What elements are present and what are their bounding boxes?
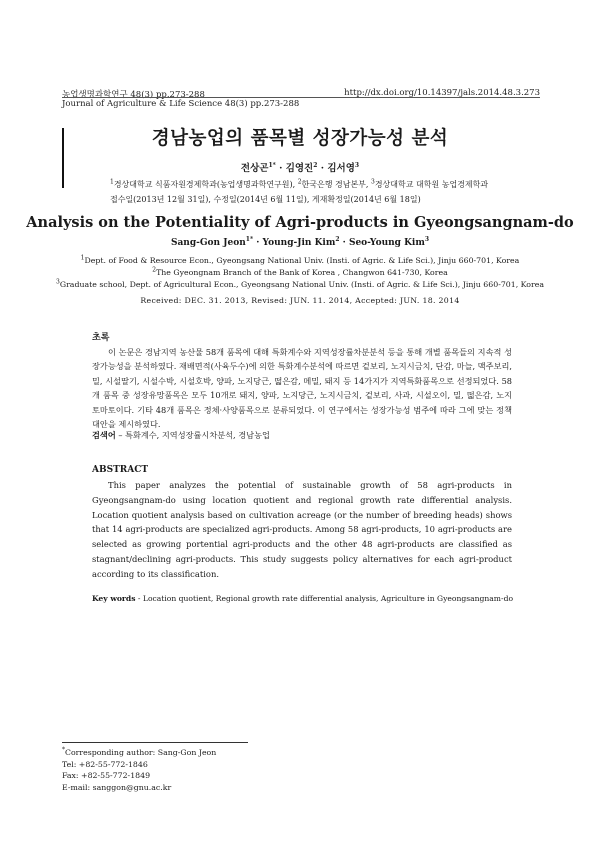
running-header-ko: 농업생명과학연구 48(3) pp.273-288	[62, 90, 205, 100]
affiliation-en-3: $^3$Graduate school, Dept. of Agricultural Econ., Gyeongsang National Univ. (Insti. of Agric. & Life Sci.), Jinju 660-701, Korea	[56, 278, 544, 290]
authors-ko: 전상곤$^{1*}$ · 김영진$^2$ · 김서영$^3$	[240, 161, 360, 174]
corresponding-author: *Corresponding author: Sang-Gon Jeon	[62, 746, 217, 757]
affiliations-ko	[110, 177, 500, 207]
abstract-body-en: This paper analyzes the potential of sustainable growth of 58 agri-products in Gyeongsangnam-do using location quotient and regional growth rate differential analysis. Location quotient analysis based on cultivation acreage (or the number of breeding heads) shows that 14 agri-products are specialized agri-products. Among 58 agri-products, 10 agri-products are selected as growing portential agri-products and the other 48 agri-products are classified as stagnant/declining agri-products. This study suggests policy alternatives for each agri-product according to its classification.	[92, 480, 512, 579]
affiliation-en-2: $^2$The Gyeongnam Branch of the Bank of Korea , Changwon 641-730, Korea	[152, 266, 448, 278]
footnote-fax: Fax: +82-55-772-1849	[62, 771, 151, 780]
affiliation-en-1: $^1$Dept. of Food & Resource Econ., Gyeongsang National Univ. (Insti. of Agric. & Life Sci.), Jinju 660-701, Korea	[80, 254, 520, 265]
footnote-tel: Tel: +82-55-772-1846	[62, 759, 148, 769]
affiliations-en	[0, 255, 600, 292]
abstract-heading-en: ABSTRACT	[92, 465, 149, 475]
keywords-ko	[92, 430, 270, 441]
paper-title-en: Analysis on the Potentiality of Agri-products in Gyeongsangnam-do	[26, 214, 574, 231]
keywords-label-en: Key words	[92, 594, 136, 603]
footnote-rule	[62, 742, 248, 743]
keywords-label-ko: 검색어	[92, 430, 116, 440]
keywords-text-en: - Location quotient, Regional growth rate differential analysis, Agriculture in Gyeongsangnam-do	[135, 594, 514, 603]
abstract-body-ko: 이 논문은 경남지역 농산물 58개 품목에 대해 특화계수와 지역성장률차분분석 등을 통해 개별 품목들의 지속적 성장가능성을 분석하였다. 재배면적(사육두수)에 의한 특화계수분석에 따르면 겉보리, 노지시금치, 단감, 마늘, 맥주보리, 밀, 시설딸기, 시설수박, 시설호박, 양파, 노지당근, 떫은감, 메밀, 돼지 등 14가지가 지역특화품목으로 선정되었다. 58개 품목 중 성장유망품목은 모두 10개로 돼지, 양파, 노지당근, 노지시금치, 겉보리, 사과, 시설오이, 밀, 떫은감, 노지토마토이다. 기타 48개 품목은 정체·사양품목으로 분류되었다. 이 연구에서는 성장가능성 범주에 따라 그에 맞는 정책대안을 제시하였다.	[92, 347, 512, 430]
abstract-heading-ko: 초록	[92, 333, 110, 343]
doi-link[interactable]: http://dx.doi.org/10.14397/jals.2014.48.3.273	[344, 88, 540, 98]
running-header-en: Journal of Agriculture & Life Science 48(3) pp.273-288	[62, 99, 300, 109]
keywords-text-ko: – 특화계수, 지역성장률시차분석, 경남농업	[115, 430, 270, 440]
footnote-email[interactable]: E-mail: sanggon@gnu.ac.kr	[62, 782, 172, 792]
footnote	[62, 747, 216, 793]
affiliation-ko-line: $^1$경상대학교 식품자원경제학과(농업생명과학연구원), $^2$한국은행 경남본부, $^3$경상대학교 대학원 농업경제학과	[110, 178, 489, 189]
header-rule	[62, 97, 540, 98]
authors-en: Sang-Gon Jeon$^{1*}$ · Young-Jin Kim$^2$ · Seo-Young Kim$^3$	[170, 236, 430, 248]
dates-ko: 접수일(2013년 12월 31일), 수정일(2014년 6월 11일), 게재확정일(2014년 6월 18일)	[110, 195, 421, 204]
keywords-en	[92, 594, 532, 603]
dates-en: Received: DEC. 31. 2013, Revised: JUN. 11. 2014, Accepted: JUN. 18. 2014	[140, 296, 460, 305]
paper-title-ko: 경남농업의 품목별 성장가능성 분석	[151, 128, 449, 149]
